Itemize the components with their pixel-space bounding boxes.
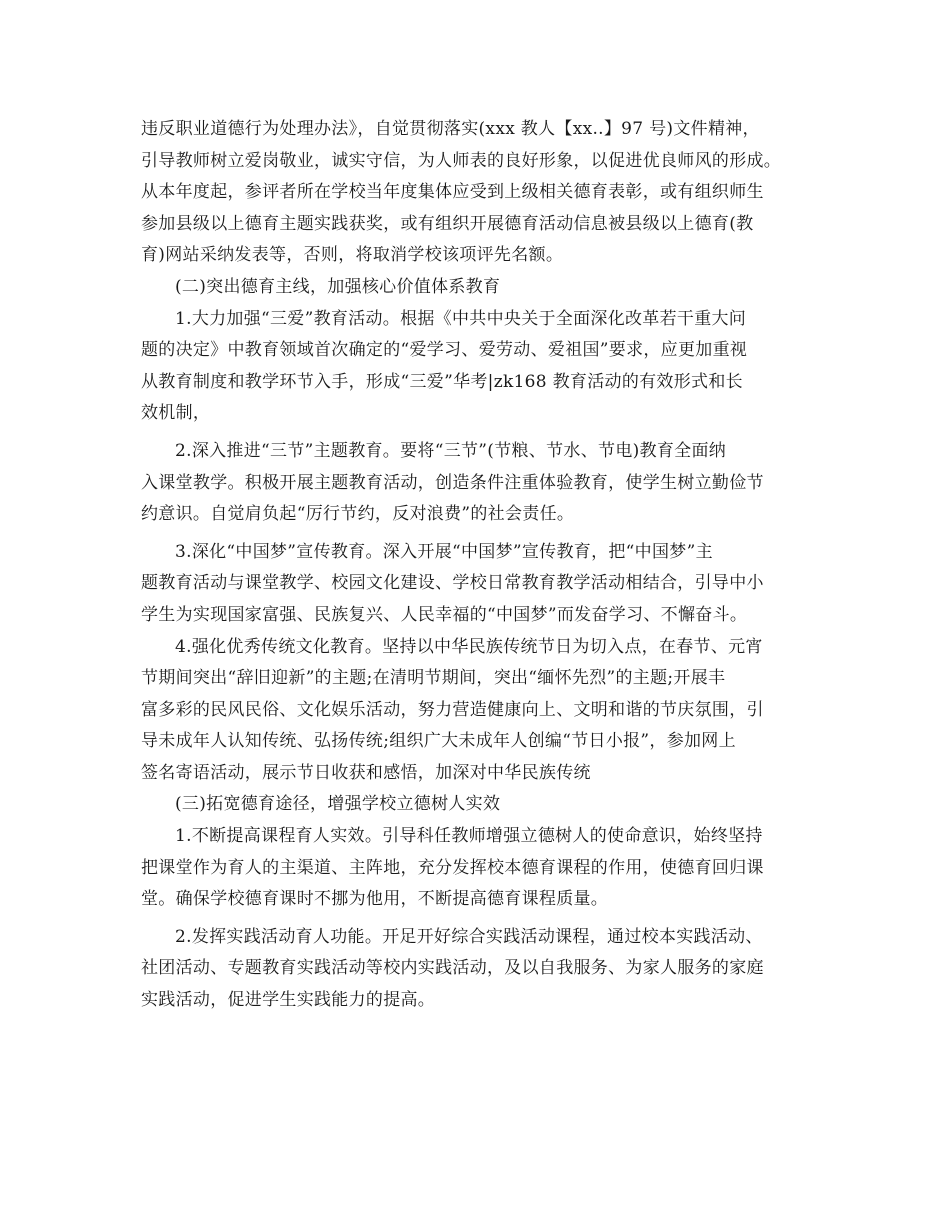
text-line: 违反职业道德行为处理办法》，自觉贯彻落实(xxx 教人【xx..】97 号)文件精神， (141, 119, 760, 139)
text-line: 签名寄语活动，展示节日收获和感悟，加深对中华民族传统 (141, 762, 591, 783)
text-line: 实践活动，促进学生实践能力的提高。 (141, 990, 436, 1011)
document-body (141, 114, 817, 1017)
text-line: 约意识。自觉肩负起“厉行节约，反对浪费”的社会责任。 (141, 504, 575, 525)
text-line: 题教育活动与课堂教学、校园文化建设、学校日常教育教学活动相结合，引导中小 (141, 573, 764, 594)
text-line: 育)网站采纳发表等，否则，将取消学校该项评先名额。 (141, 245, 564, 266)
text-line: 引导教师树立爱岗敬业，诚实守信，为人师表的良好形象，以促进优良师风的形成。 (141, 150, 782, 171)
section-heading-2: (二)突出德育主线，加强核心价值体系教育 (175, 276, 501, 297)
text-line: 3.深化“中国梦”宣传教育。深入开展“中国梦”宣传教育，把“中国梦”主 (175, 541, 713, 562)
text-line: 效机制， (141, 403, 211, 424)
text-line: 从教育制度和教学环节入手，形成“三爱”华考|zk168 教育活动的有效形式和长 (141, 371, 743, 392)
text-line: 2.深入推进“三节”主题教育。要将“三节”(节粮、节水、节电)教育全面纳 (175, 440, 727, 461)
text-line: 把课堂作为育人的主渠道、主阵地，充分发挥校本德育课程的作用，使德育回归课 (141, 857, 764, 878)
text-line: 1.大力加强“三爱”教育活动。根据《中共中央关于全面深化改革若干重大问 (175, 308, 747, 329)
text-line: 学生为实现国家富强、民族复兴、人民幸福的“中国梦”而发奋学习、不懈奋斗。 (141, 604, 748, 625)
text-line: 1.不断提高课程育人实效。引导科任教师增强立德树人的使命意识，始终坚持 (175, 826, 763, 847)
text-line: 社团活动、专题教育实践活动等校内实践活动，及以自我服务、为家人服务的家庭 (141, 958, 764, 979)
text-line: 富多彩的民风民俗、文化娱乐活动，努力营造健康向上、文明和谐的节庆氛围，引 (141, 699, 764, 720)
text-line: 题的决定》中教育领域首次确定的“爱学习、爱劳动、爱祖国”要求，应更加重视 (141, 340, 748, 361)
text-line: 参加县级以上德育主题实践获奖，或有组织开展德育活动信息被县级以上德育(教 (141, 213, 754, 234)
text-line: 从本年度起，参评者所在学校当年度集体应受到上级相关德育表彰，或有组织师生 (141, 182, 764, 203)
section-heading-3: (三)拓宽德育途径，增强学校立德树人实效 (175, 794, 501, 815)
text-line: 节期间突出“辞旧迎新”的主题;在清明节期间，突出“缅怀先烈”的主题;开展丰 (141, 668, 726, 689)
text-line: 4.强化优秀传统文化教育。坚持以中华民族传统节日为切入点，在春节、元宵 (175, 636, 763, 657)
text-line: 堂。确保学校德育课时不挪为他用，不断提高德育课程质量。 (141, 889, 609, 910)
text-line: 导未成年人认知传统、弘扬传统;组织广大未成年人创编“节日小报”，参加网上 (141, 731, 736, 752)
text-line: 入课堂教学。积极开展主题教育活动，创造条件注重体验教育，使学生树立勤俭节 (141, 472, 764, 493)
text-line: 2.发挥实践活动育人功能。开足开好综合实践活动课程，通过校本实践活动、 (175, 926, 763, 947)
